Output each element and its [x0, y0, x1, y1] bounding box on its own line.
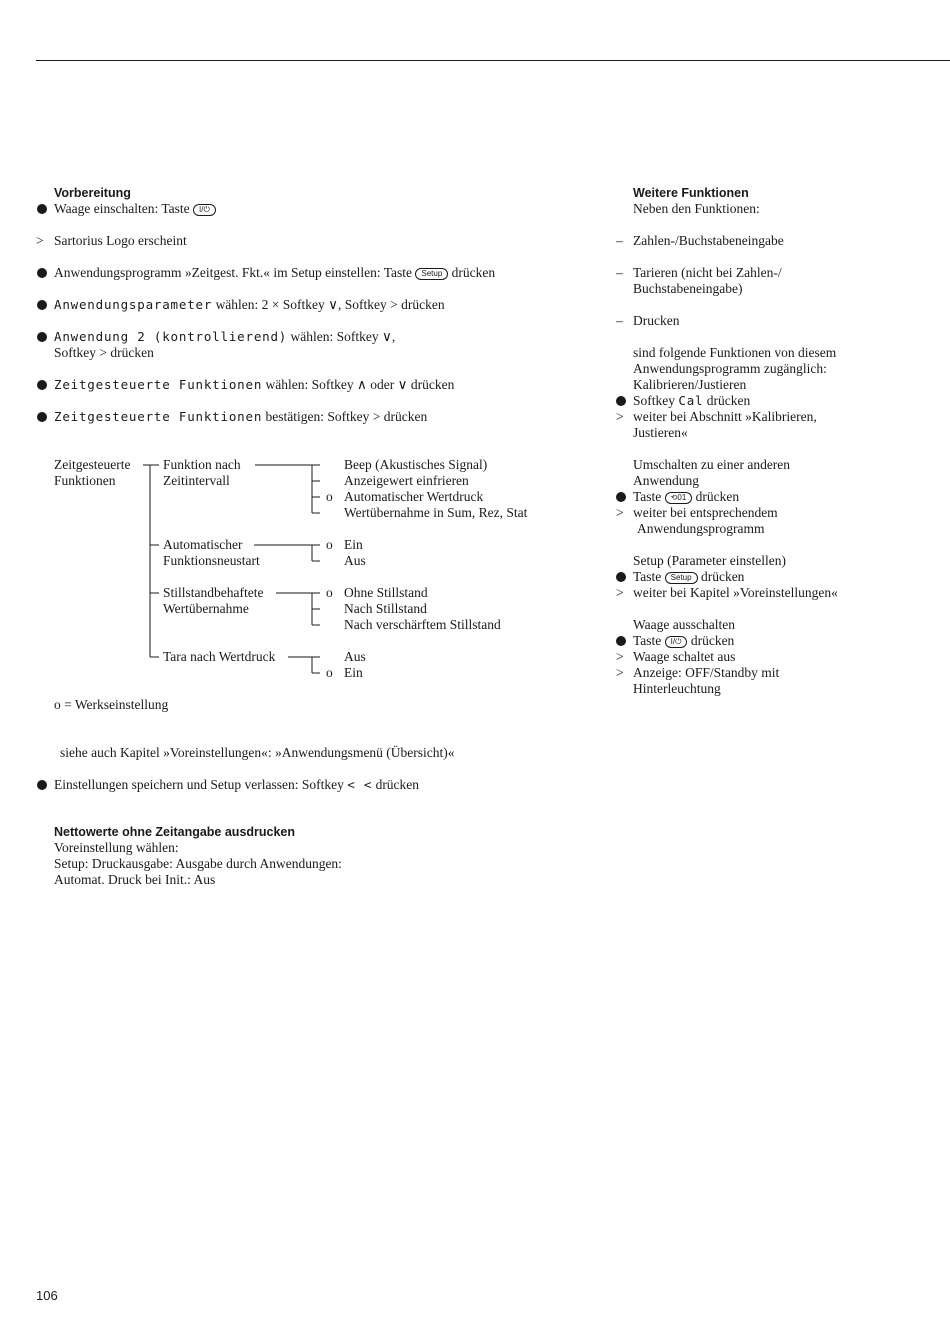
tree-option: Aus: [344, 553, 366, 568]
step-power-off: [633, 633, 734, 649]
result-marker: >: [616, 665, 624, 680]
lcd-text: Zeitgesteuerte Funktionen: [54, 409, 263, 424]
bullet-icon: [616, 572, 626, 582]
page-number: 106: [36, 1288, 58, 1303]
tree-group-stability: Wertübernahme: [163, 601, 249, 616]
result-text: Waage schaltet aus: [633, 649, 736, 664]
result-text: Anzeige: OFF/Standby mit: [633, 665, 780, 680]
tree-option: Ein: [344, 537, 363, 552]
tree-option: Ohne Stillstand: [344, 585, 428, 600]
dash-marker: –: [616, 265, 623, 280]
step-text: drücken: [451, 265, 496, 280]
power-key-icon: I/⏻: [193, 204, 216, 216]
netto-heading: Nettowerte ohne Zeitangabe ausdrucken: [54, 825, 296, 839]
step-text: bestätigen: Softkey > drücken: [265, 409, 428, 424]
bullet-icon: [616, 636, 626, 646]
tree-option: Beep (Akustisches Signal): [344, 457, 488, 472]
setup-key-icon: Setup: [415, 268, 448, 280]
see-also-note: siehe auch Kapitel »Voreinstellungen«: »Anwendungsmenü (Übersicht)«: [60, 745, 455, 760]
lcd-text: Zeitgesteuerte Funktionen: [54, 377, 263, 392]
tree-group-restart: Funktionsneustart: [163, 553, 260, 568]
tree-option: Automatischer Wertdruck: [344, 489, 484, 504]
weitere-intro: Neben den Funktionen:: [633, 201, 760, 216]
step-setup: [633, 569, 744, 585]
result-marker: >: [616, 505, 624, 520]
vorbereitung-heading: Vorbereitung: [54, 186, 131, 200]
switch-title: Anwendung: [633, 473, 699, 488]
step-text: Softkey: [633, 393, 675, 408]
step-text: Taste: [633, 569, 662, 584]
tree-option: Nach Stillstand: [344, 601, 427, 616]
step-text: drücken: [695, 489, 740, 504]
function-item: Zahlen-/Buchstabeneingabe: [633, 233, 784, 248]
result-text: weiter bei entsprechendem: [633, 505, 778, 520]
step-calibrate: [633, 393, 750, 409]
availability-text: Anwendungsprogramm zugänglich:: [633, 361, 827, 376]
tree-legend: o = Werkseinstellung: [54, 697, 169, 712]
availability-text: Kalibrieren/Justieren: [633, 377, 747, 392]
setup-title: Setup (Parameter einstellen): [633, 553, 786, 568]
tree-group-interval: Funktion nach: [163, 457, 241, 472]
step-text: drücken: [690, 633, 735, 648]
lcd-text: < <: [347, 777, 373, 792]
netto-text: Setup: Druckausgabe: Ausgabe durch Anwendungen:: [54, 856, 342, 871]
step-text: Taste: [633, 633, 662, 648]
tree-option: Ein: [344, 665, 363, 680]
tree-root: Funktionen: [54, 473, 116, 488]
default-marker: o: [326, 489, 333, 504]
bullet-icon: [37, 780, 47, 790]
result-text: weiter bei Kapitel »Voreinstellungen«: [633, 585, 838, 600]
step-text: drücken: [375, 777, 420, 792]
step-application-2-cont: Softkey > drücken: [54, 345, 154, 360]
tree-option: Aus: [344, 649, 366, 664]
result-marker: >: [36, 233, 44, 248]
power-key-icon: I/⏻: [665, 636, 688, 648]
function-item: Buchstabeneingabe): [633, 281, 743, 296]
result-text: weiter bei Abschnitt »Kalibrieren,: [633, 409, 817, 424]
default-marker: o: [326, 585, 333, 600]
step-text: Waage einschalten: Taste: [54, 201, 190, 216]
tree-group-stability: Stillstandbehaftete: [163, 585, 264, 600]
result-text: Hinterleuchtung: [633, 681, 721, 696]
bullet-icon: [616, 396, 626, 406]
tree-root: Zeitgesteuerte: [54, 457, 131, 472]
netto-text: Voreinstellung wählen:: [54, 840, 179, 855]
step-text: wählen: 2 × Softkey ∨, Softkey > drücken: [215, 297, 445, 312]
step-text: Anwendungsprogramm »Zeitgest. Fkt.« im Setup einstellen: Taste: [54, 265, 413, 280]
dash-marker: –: [616, 313, 623, 328]
lcd-text: Anwendungsparameter: [54, 297, 213, 312]
result-marker: >: [616, 585, 624, 600]
default-marker: o: [326, 537, 333, 552]
result-marker: >: [616, 409, 624, 424]
setup-key-icon: Setup: [665, 572, 698, 584]
step-text: Einstellungen speichern und Setup verlassen: Softkey: [54, 777, 344, 792]
tree-group-tare: Tara nach Wertdruck: [163, 649, 276, 664]
switch-title: Umschalten zu einer anderen: [633, 457, 791, 472]
function-item: Drucken: [633, 313, 680, 328]
step-text: wählen: Softkey ∧ oder ∨ drücken: [265, 377, 455, 392]
netto-text: Automat. Druck bei Init.: Aus: [54, 872, 216, 887]
tree-group-interval: Zeitintervall: [163, 473, 230, 488]
bullet-icon: [616, 492, 626, 502]
lcd-text: Cal: [678, 393, 704, 408]
result-text: Justieren«: [633, 425, 688, 440]
dash-marker: –: [616, 233, 623, 248]
tree-option: Anzeigewert einfrieren: [344, 473, 469, 488]
tree-group-restart: Automatischer: [163, 537, 243, 552]
tree-option: Nach verschärftem Stillstand: [344, 617, 501, 632]
application-key-icon: ⟲01: [665, 492, 693, 504]
step-text: Taste: [633, 489, 662, 504]
result-logo: Sartorius Logo erscheint: [54, 233, 187, 248]
off-title: Waage ausschalten: [633, 617, 735, 632]
function-item: Tarieren (nicht bei Zahlen-/: [633, 265, 782, 280]
step-text: wählen: Softkey ∨,: [290, 329, 396, 344]
default-marker: o: [326, 665, 333, 680]
step-text: drücken: [706, 393, 751, 408]
step-switch-app: [633, 489, 739, 505]
result-text: Anwendungsprogramm: [637, 521, 765, 536]
availability-text: sind folgende Funktionen von diesem: [633, 345, 837, 360]
step-save-exit: [54, 777, 419, 793]
step-text: drücken: [700, 569, 745, 584]
weitere-heading: Weitere Funktionen: [633, 186, 749, 200]
result-marker: >: [616, 649, 624, 664]
tree-option: Wertübernahme in Sum, Rez, Stat: [344, 505, 528, 520]
lcd-text: Anwendung 2 (kontrollierend): [54, 329, 288, 344]
